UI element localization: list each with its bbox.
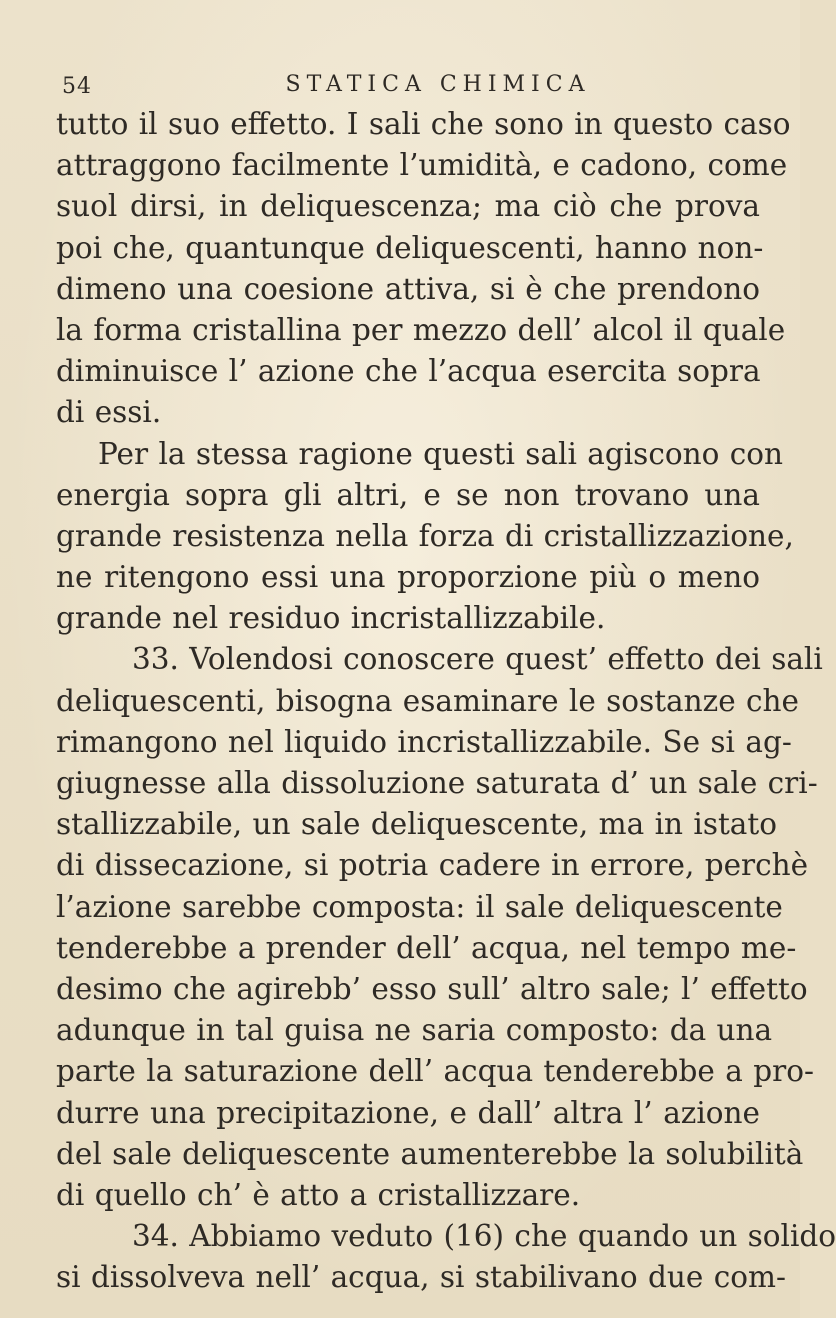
text-line: l’azione sarebbe composta: il sale deliquescente — [56, 889, 783, 924]
text-line: del sale deliquescente aumenterebbe la solubilità — [56, 1136, 804, 1171]
section-33-start-line: 33. Volendosi conoscere quest’ effetto dei sali — [132, 642, 823, 677]
text-line: energia sopra gli altri, e se non trovano una — [56, 477, 760, 512]
text-line: rimangono nel liquido incristallizzabile. Se si ag- — [56, 724, 792, 759]
text-line: deliquescenti, bisogna esaminare le sostanze che — [56, 683, 800, 718]
page-number: 54 — [62, 74, 92, 99]
text-line: attraggono facilmente l’umidità, e cadono, come — [56, 148, 788, 183]
page-header — [56, 70, 760, 100]
text-line: giugnesse alla dissoluzione saturata d’ un sale cri- — [56, 766, 818, 800]
paragraph-start-line: Per la stessa ragione questi sali agiscono con — [98, 436, 784, 471]
text-line: tenderebbe a prender dell’ acqua, nel tempo me- — [56, 930, 797, 965]
text-line: la forma cristallina per mezzo dell’ alcol il quale — [56, 312, 786, 347]
running-title: STATICA CHIMICA — [285, 72, 591, 97]
text-line: di essi. — [56, 395, 162, 430]
text-line: si dissolveva nell’ acqua, si stabilivano due com- — [56, 1260, 786, 1295]
text-line: dimeno una coesione attiva, si è che prendono — [56, 271, 760, 306]
text-line: adunque in tal guisa ne saria composto: da una — [56, 1013, 773, 1048]
text-line: stallizzabile, un sale deliquescente, ma in istato — [56, 807, 778, 842]
text-line: desimo che agirebb’ esso sull’ altro sale; l’ effetto — [56, 971, 808, 1006]
text-line: diminuisce l’ azione che l’acqua esercita sopra — [56, 354, 761, 389]
text-line: durre una precipitazione, e dall’ altra l’ azione — [56, 1095, 760, 1130]
text-line: di dissecazione, si potria cadere in errore, perchè — [56, 848, 809, 883]
section-34-start-line: 34. Abbiamo veduto (16) che quando un solido — [132, 1219, 836, 1254]
text-line: tutto il suo effetto. I sali che sono in questo caso — [56, 107, 791, 141]
text-line: ne ritengono essi una proporzione più o meno — [56, 560, 760, 595]
text-line: grande resistenza nella forza di cristallizzazione, — [56, 518, 794, 553]
text-line: di quello ch’ è atto a cristallizzare. — [56, 1177, 581, 1212]
text-line: suol dirsi, in deliquescenza; ma ciò che prova — [56, 189, 760, 224]
body-text — [56, 104, 836, 1298]
text-line: grande nel residuo incristallizzabile. — [56, 601, 606, 636]
text-line: poi che, quantunque deliquescenti, hanno non- — [56, 230, 764, 265]
text-line: parte la saturazione dell’ acqua tenderebbe a pro- — [56, 1054, 814, 1089]
